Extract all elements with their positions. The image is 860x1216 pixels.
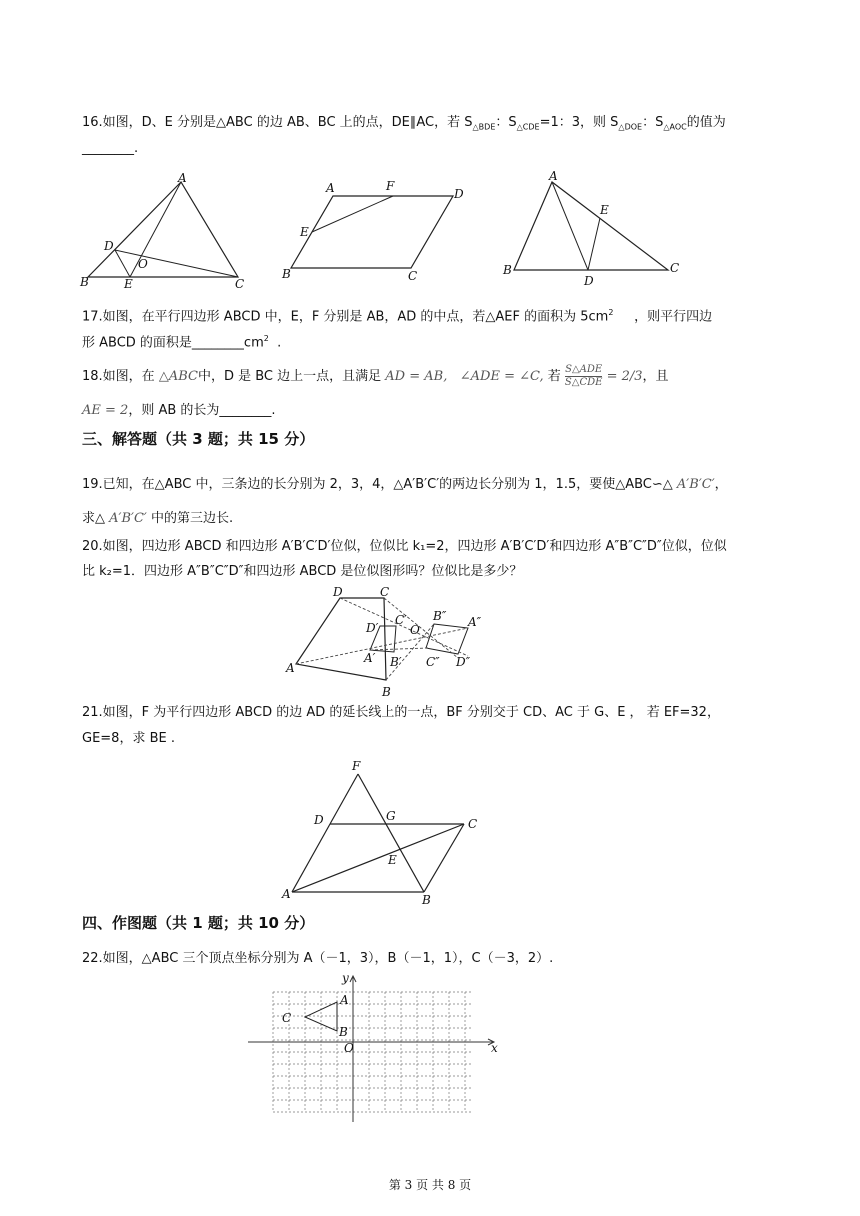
q19-text-d: 中的第三边长. bbox=[151, 511, 234, 526]
q17-sup: 2 bbox=[608, 308, 614, 317]
question-20-line2: 比 k₂=1．四边形 A″B″C″D″和四边形 ABCD 是位似图形吗？位似比是多少？ bbox=[82, 564, 523, 579]
label-A-double-prime: A″ bbox=[468, 615, 482, 629]
section-heading-3: 三、解答题（共 3 题；共 15 分） bbox=[82, 430, 315, 448]
question-16-answer-line: ________. bbox=[82, 141, 139, 156]
q19-text-a: 19.已知，在△ABC 中，三条边的长分别为 2，3，4，△A′B′C′的两边长分别为 1，1.5，要使△ABC∽△ bbox=[82, 477, 673, 492]
q16-text-e: 的值为 bbox=[686, 115, 726, 130]
q18-fraction bbox=[565, 364, 603, 389]
label-E: E bbox=[124, 277, 133, 290]
label-B: B bbox=[382, 685, 391, 699]
label-B: B bbox=[503, 263, 512, 277]
figure-q21-parallelogram bbox=[280, 758, 490, 908]
figure-q16-triangle bbox=[78, 172, 248, 290]
q16-text-c: =1：3，则 S bbox=[539, 115, 619, 130]
q16-sub-cde: △CDE bbox=[516, 122, 540, 132]
q17-sup2: 2 bbox=[263, 334, 269, 343]
label-F: F bbox=[386, 179, 395, 193]
label-E: E bbox=[388, 853, 397, 867]
label-B-prime: B′ bbox=[390, 655, 402, 669]
q19-text-b: ， bbox=[714, 477, 728, 492]
q19-math-tri2: A′B′C′ bbox=[109, 511, 147, 526]
question-22: 22.如图，△ABC 三个顶点坐标分别为 A（－1，3），B（－1，1），C（－3，2）. bbox=[82, 951, 554, 966]
label-D: D bbox=[333, 585, 343, 599]
label-A: A bbox=[178, 172, 187, 185]
label-D: D bbox=[584, 274, 594, 288]
question-21-line2: GE=8，求 BE . bbox=[82, 731, 175, 746]
label-B-double-prime: B″ bbox=[433, 609, 447, 623]
question-17-line2 bbox=[82, 328, 782, 354]
label-B: B bbox=[422, 893, 431, 907]
label-B: B bbox=[80, 275, 89, 289]
question-19-line2 bbox=[82, 508, 782, 530]
q18-frac-value: = 2/3 bbox=[606, 369, 643, 384]
label-y-axis: y bbox=[342, 972, 349, 985]
label-F: F bbox=[352, 759, 361, 773]
q18-frac-den: S△CDE bbox=[564, 377, 603, 388]
label-C-prime: C′ bbox=[395, 613, 407, 627]
q16-sub-aoc: △AOC bbox=[663, 122, 687, 132]
q18-text-5: ，则 AB 的长为________. bbox=[128, 403, 276, 418]
label-B: B bbox=[282, 267, 291, 281]
label-C: C bbox=[408, 269, 418, 283]
q17-text-d: . bbox=[277, 335, 282, 351]
label-O: O bbox=[410, 623, 420, 637]
question-21: 21.如图，F 为平行四边形 ABCD 的边 AD 的延长线上的一点，BF 分别交于 CD、AC 于 G、E ， 若 EF=32， bbox=[82, 705, 720, 720]
q17-text-c: 形 ABCD 的面积是________cm bbox=[82, 335, 264, 351]
q16-text-d: ：S bbox=[642, 115, 664, 130]
question-20: 20.如图，四边形 ABCD 和四边形 A′B′C′D′位似，位似比 k₁=2，四边形 A′B′C′D′和四边形 A″B″C″D″位似，位似 bbox=[82, 539, 727, 554]
question-18-line2 bbox=[82, 400, 782, 422]
q18-math-eq1: AD = AB, bbox=[385, 369, 448, 384]
q16-sub-bde: △BDE bbox=[472, 122, 496, 132]
label-C: C bbox=[235, 277, 245, 290]
q19-math-tri1: A′B′C′ bbox=[676, 477, 715, 492]
q18-text-2: 中，D 是 BC 边上一点，且满足 bbox=[197, 369, 382, 384]
label-G: G bbox=[386, 809, 396, 823]
label-E: E bbox=[600, 203, 609, 217]
question-16 bbox=[82, 112, 782, 139]
label-D: D bbox=[314, 813, 324, 827]
figure-q17-parallelogram bbox=[278, 176, 468, 286]
label-A: A bbox=[549, 169, 558, 183]
q18-math-triangle: △ABC bbox=[158, 369, 198, 384]
q16-text-a: 16.如图，D、E 分别是△ABC 的边 AB、BC 上的点，DE∥AC，若 S bbox=[82, 115, 473, 130]
q18-math-eq2: ∠ADE = ∠C, bbox=[459, 369, 544, 384]
question-18 bbox=[82, 364, 782, 389]
label-A: A bbox=[286, 661, 295, 675]
label-D-prime: D′ bbox=[366, 621, 379, 635]
q18-text-1: 18.如图，在 bbox=[82, 369, 155, 384]
section-heading-4: 四、作图题（共 1 题；共 10 分） bbox=[82, 914, 315, 932]
label-C: C bbox=[468, 817, 478, 831]
label-A-prime: A′ bbox=[364, 651, 376, 665]
label-C: C bbox=[670, 261, 680, 275]
label-B: B bbox=[339, 1025, 348, 1039]
q16-sub-doe: △DOE bbox=[618, 122, 643, 132]
label-O: O bbox=[138, 257, 148, 271]
figure-q18-triangle bbox=[500, 168, 690, 288]
label-C-double-prime: C″ bbox=[426, 655, 440, 669]
label-x-axis: x bbox=[491, 1041, 498, 1055]
q16-text-b: ：S bbox=[495, 115, 517, 130]
label-C: C bbox=[380, 585, 390, 599]
label-C: C bbox=[282, 1011, 292, 1025]
label-D: D bbox=[104, 239, 114, 253]
label-E: E bbox=[300, 225, 309, 239]
question-17 bbox=[82, 302, 782, 328]
page-footer: 第 3 页 共 8 页 bbox=[388, 1178, 472, 1192]
label-A: A bbox=[282, 887, 291, 901]
question-19 bbox=[82, 474, 782, 496]
label-D-double-prime: D″ bbox=[456, 655, 471, 669]
label-D: D bbox=[454, 187, 464, 201]
label-origin: O bbox=[344, 1041, 354, 1055]
q18-frac-num: S△ADE bbox=[565, 364, 603, 375]
q17-text-a: 17.如图，在平行四边形 ABCD 中，E，F 分别是 AB，AD 的中点，若△AEF 的面积为 5cm bbox=[82, 309, 609, 325]
q18-text-3: 若 bbox=[547, 369, 561, 384]
q17-text-b: ，则平行四边 bbox=[634, 309, 713, 325]
q18-text-4: ，且 bbox=[642, 369, 669, 384]
label-A: A bbox=[340, 993, 349, 1007]
q18-math-eq3: AE = 2 bbox=[82, 403, 129, 418]
figure-q20-homothety bbox=[282, 584, 492, 702]
figure-q22-coordinate-grid bbox=[244, 972, 504, 1124]
label-A: A bbox=[326, 181, 335, 195]
q19-text-c: 求△ bbox=[82, 511, 105, 526]
